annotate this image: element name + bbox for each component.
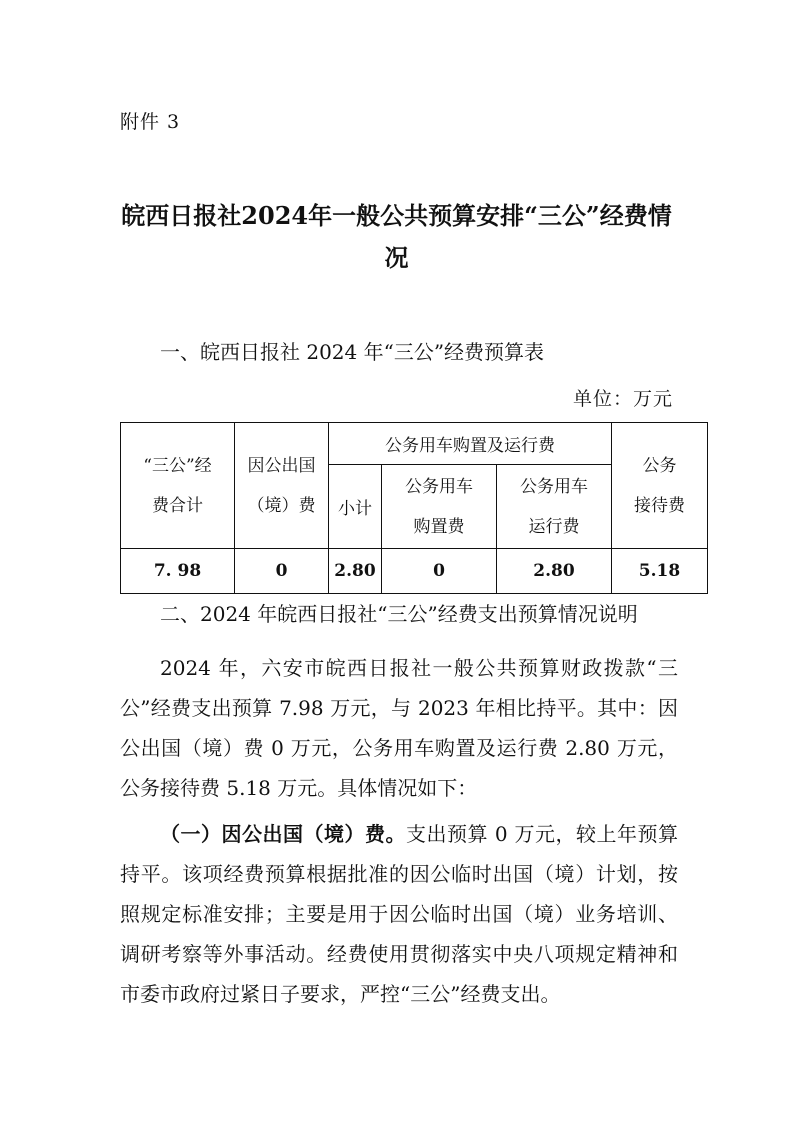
header-purchase bbox=[382, 465, 497, 549]
header-total bbox=[121, 423, 235, 549]
table-header-row bbox=[121, 423, 708, 465]
cell-subtotal: 2.80 bbox=[329, 549, 382, 594]
paragraph-abroad-body: 支出预算 0 万元，较上年预算持平。该项经费预算根据批准的因公临时出国（境）计划，按照规定标准安排；主要是用于因公临时出国（境）业务培训、调研考察等外事活动。经费使用贯彻落实中央八项规定精神和市委市政府过紧日子要求，严控“三公”经费支出。 bbox=[120, 822, 678, 1006]
header-operation-line1: 公务用车 bbox=[520, 476, 588, 497]
header-abroad-line1: 因公出国 bbox=[247, 455, 316, 476]
header-total-line2: 费合计 bbox=[152, 495, 203, 516]
document-title-line2: 况 bbox=[384, 243, 409, 272]
header-reception-line2: 接待费 bbox=[634, 495, 685, 516]
cell-reception: 5.18 bbox=[612, 549, 708, 594]
header-operation-line2: 运行费 bbox=[528, 516, 580, 537]
header-total-line1: “三公”经 bbox=[143, 455, 212, 476]
table-row bbox=[121, 549, 708, 594]
cell-operation: 2.80 bbox=[497, 549, 612, 594]
paragraph-abroad-expense bbox=[120, 814, 678, 1014]
attachment-label: 附件 3 bbox=[120, 111, 181, 133]
header-abroad-line2: （境）费 bbox=[247, 495, 316, 516]
cell-abroad: 0 bbox=[235, 549, 329, 594]
cell-total: 7. 98 bbox=[121, 549, 235, 594]
section2-heading: 二、2024 年皖西日报社“三公”经费支出预算情况说明 bbox=[160, 602, 638, 626]
unit-label: 单位：万元 bbox=[572, 388, 673, 410]
section1-heading: 一、皖西日报社 2024 年“三公”经费预算表 bbox=[160, 340, 545, 364]
header-purchase-line2: 购置费 bbox=[413, 516, 465, 537]
budget-table bbox=[120, 422, 708, 594]
header-vehicle-group: 公务用车购置及运行费 bbox=[329, 423, 612, 465]
cell-purchase: 0 bbox=[382, 549, 497, 594]
header-purchase-line1: 公务用车 bbox=[405, 476, 473, 497]
header-subtotal: 小计 bbox=[329, 465, 382, 549]
header-reception bbox=[612, 423, 708, 549]
header-operation bbox=[497, 465, 612, 549]
paragraph-overview: 2024 年，六安市皖西日报社一般公共预算财政拨款“三公”经费支出预算 7.98 万元，与 2023 年相比持平。其中：因公出国（境）费 0 万元，公务用车购置及运行费 2.80 万元，公务接待费 5.18 万元。具体情况如下： bbox=[120, 656, 678, 800]
header-abroad bbox=[235, 423, 329, 549]
header-reception-line1: 公务 bbox=[642, 455, 677, 476]
paragraph-abroad-lead: （一）因公出国（境）费。 bbox=[160, 822, 407, 846]
document-title-line1: 皖西日报社2024年一般公共预算安排“三公”经费情 bbox=[121, 201, 672, 230]
